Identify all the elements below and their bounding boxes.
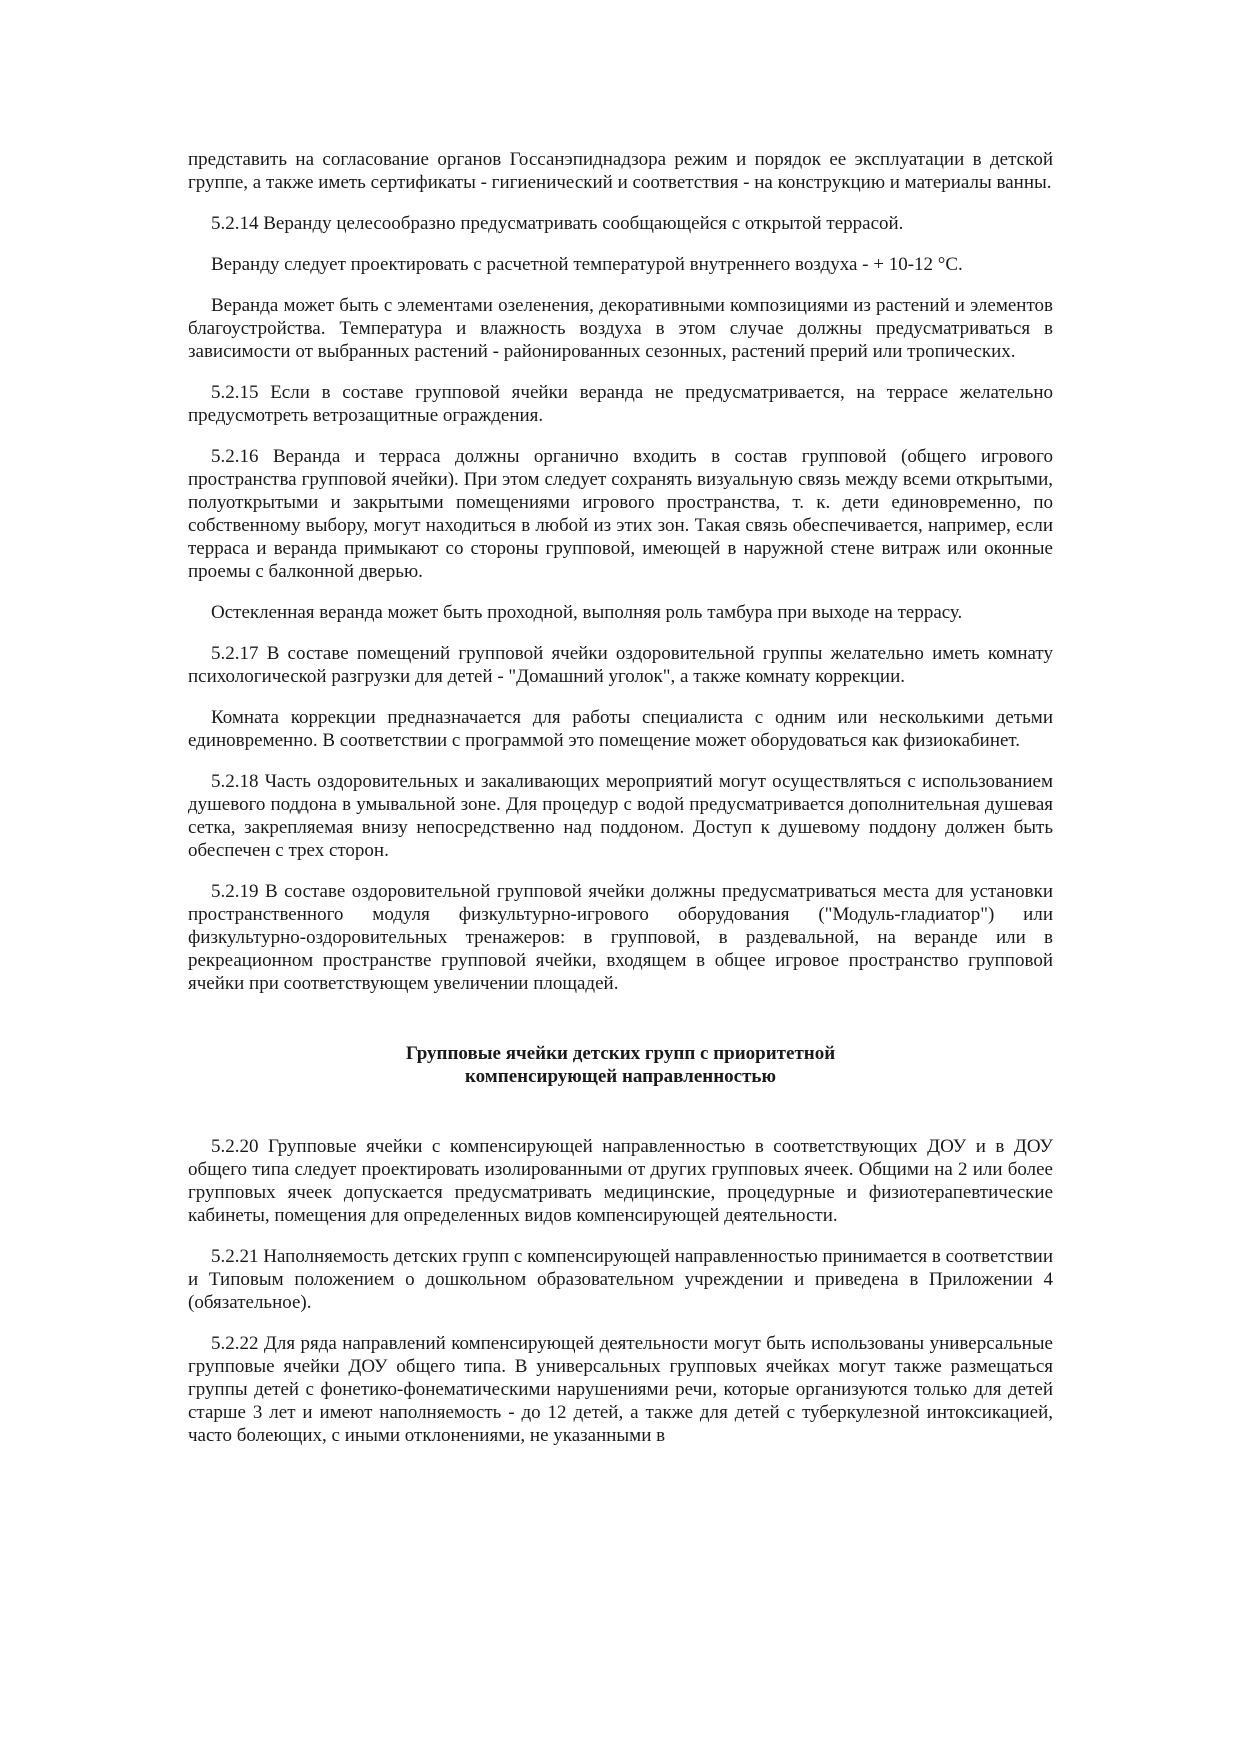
- section-heading-line-1: Групповые ячейки детских групп с приоритетной: [405, 1043, 836, 1064]
- document-page: [188, 148, 1053, 1465]
- paragraph-5-2-17: 5.2.17 В составе помещений групповой ячейки оздоровительной группы желательно иметь комнату психологической разгрузки для детей - "Домашний уголок", а также комнату коррекции.: [188, 643, 1053, 687]
- paragraph-veranda-greenery: Веранда может быть с элементами озеленения, декоративными композициями из растений и элементов благоустройства. Температура и влажность воздуха в этом случае должны предусматриваться в зависимости от выбранных растений - районированных сезонных, растений прерий или тропических.: [188, 295, 1053, 362]
- paragraph-5-2-18: 5.2.18 Часть оздоровительных и закаливающих мероприятий могут осуществляться с использованием душевого поддона в умывальной зоне. Для процедур с водой предусматривается дополнительная душевая сетка, закрепляемая внизу непосредственно над поддоном. Доступ к душевому поддону должен быть обеспечен с трех сторон.: [188, 771, 1053, 861]
- paragraph-continuation: представить на согласование органов Госсанэпиднадзора режим и порядок ее эксплуатации в детской группе, а также иметь сертификаты - гигиенический и соответствия - на конструкцию и материалы ванны.: [188, 149, 1053, 193]
- paragraph-5-2-14: 5.2.14 Веранду целесообразно предусматривать сообщающейся с открытой террасой.: [211, 213, 904, 234]
- section-heading: [188, 1042, 1053, 1088]
- paragraph-5-2-19: 5.2.19 В составе оздоровительной групповой ячейки должны предусматриваться места для установки пространственного модуля физкультурно-игрового оборудования ("Модуль-гладиатор") или физкультурно-оздоровительных тренажеров: в групповой, в раздевальной, на веранде или в рекреационном пространстве групповой ячейки, входящем в общее игровое пространство групповой ячейки при соответствующем увеличении площадей.: [188, 881, 1053, 994]
- section-heading-line-2: компенсирующей направленностью: [464, 1066, 777, 1087]
- paragraph-5-2-20: 5.2.20 Групповые ячейки с компенсирующей направленностью в соответствующих ДОУ и в ДОУ общего типа следует проектировать изолированными от других групповых ячеек. Общими на 2 или более групповых ячеек допускается предусматривать медицинские, процедурные и физиотерапевтические кабинеты, помещения для определенных видов компенсирующей деятельности.: [188, 1136, 1053, 1226]
- paragraph-glazed-veranda: Остекленная веранда может быть проходной, выполняя роль тамбура при выходе на террасу.: [211, 602, 963, 623]
- paragraph-veranda-temperature: Веранду следует проектировать с расчетной температурой внутреннего воздуха - + 10-12 °С.: [211, 254, 963, 275]
- paragraph-5-2-22: 5.2.22 Для ряда направлений компенсирующей деятельности могут быть использованы универсальные групповые ячейки ДОУ общего типа. В универсальных групповых ячейках могут также размещаться группы детей с фонетико-фонематическими нарушениями речи, которые организуются только для детей старше 3 лет и имеют наполняемость - до 12 детей, а также для детей с туберкулезной интоксикацией, часто болеющих, с иными отклонениями, не указанными в: [188, 1333, 1053, 1446]
- paragraph-5-2-15: 5.2.15 Если в составе групповой ячейки веранда не предусматривается, на террасе желательно предусмотреть ветрозащитные ограждения.: [188, 382, 1053, 426]
- paragraph-5-2-21: 5.2.21 Наполняемость детских групп с компенсирующей направленностью принимается в соответствии и Типовым положением о дошкольном образовательном учреждении и приведена в Приложении 4 (обязательное).: [188, 1246, 1054, 1313]
- paragraph-5-2-16: 5.2.16 Веранда и терраса должны органично входить в состав групповой (общего игрового пространства групповой ячейки). При этом следует сохранять визуальную связь между всеми открытыми, полуоткрытыми и закрытыми помещениями игрового пространства, т. к. дети единовременно, по собственному выбору, могут находиться в любой из этих зон. Такая связь обеспечивается, например, если терраса и веранда примыкают со стороны групповой, имеющей в наружной стене витраж или оконные проемы с балконной дверью.: [188, 446, 1053, 582]
- paragraph-correction-room: Комната коррекции предназначается для работы специалиста с одним или несколькими детьми единовременно. В соответствии с программой это помещение может оборудоваться как физиокабинет.: [188, 707, 1053, 751]
